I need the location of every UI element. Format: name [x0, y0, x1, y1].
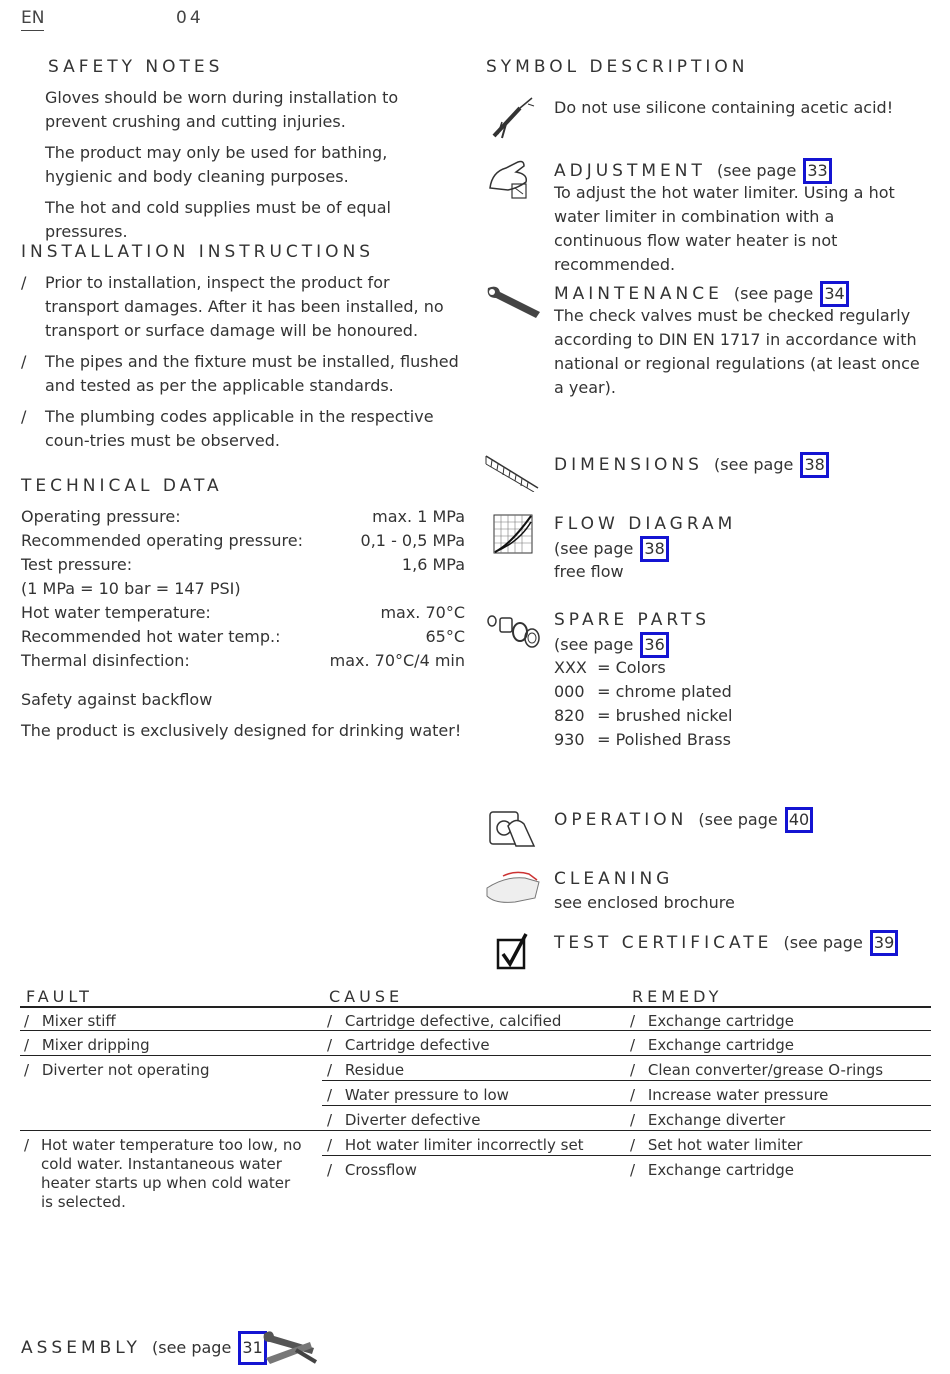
bullet-slash: / [327, 1111, 333, 1129]
color-code-row [554, 704, 732, 728]
table-header-rule [20, 1006, 931, 1008]
cause-text: Hot water limiter incorrectly set [344, 1136, 584, 1154]
fault-text: Hot water temperature too low, no cold water. Instantaneous water heater starts up when cold water is selected. [41, 1136, 302, 1211]
remedy-cell [630, 1161, 794, 1179]
tech-value: max. 1 MPa [372, 507, 465, 526]
cause-text: Diverter defective [344, 1111, 481, 1129]
fault-text: Diverter not operating [41, 1061, 210, 1079]
technical-data-title: TECHNICAL DATA [21, 476, 223, 496]
bullet-slash: / [630, 1136, 636, 1154]
drinking-water-note: The product is exclusively designed for drinking water! [21, 721, 462, 740]
tech-label: Test pressure: [21, 555, 133, 574]
tech-row [21, 625, 465, 649]
assembly-heading [21, 1331, 267, 1365]
cause-text: Cartridge defective [344, 1036, 490, 1054]
adjustment-title: ADJUSTMENT [554, 161, 706, 181]
cleaning-title: CLEANING [554, 869, 674, 889]
see-page-text: (see page [151, 1338, 232, 1357]
bullet-slash: / [24, 1036, 30, 1054]
tech-row [21, 601, 465, 625]
remedy-text: Exchange cartridge [647, 1036, 794, 1054]
fault-header: FAULT [26, 987, 93, 1006]
color-desc: = Colors [597, 658, 666, 677]
color-code: 930 [554, 730, 585, 749]
see-page-text: (see page [716, 161, 797, 180]
color-code: 820 [554, 706, 585, 725]
language-label [21, 8, 44, 31]
color-code: 000 [554, 682, 585, 701]
see-page-text: (see page [698, 810, 778, 829]
remedy-cell [630, 1086, 828, 1104]
maintenance-text: The check valves must be checked regularly according to DIN EN 1717 in accordance with national or regional regulations (at least once a year). [554, 306, 920, 397]
safety-note-2: The product may only be used for bathing, hygienic and body cleaning purposes. [45, 143, 388, 186]
flow-see-page [554, 536, 669, 562]
cause-header: CAUSE [329, 987, 404, 1006]
table-row-rule [322, 1080, 931, 1081]
tech-label: Thermal disinfection: [21, 651, 190, 670]
silicone-note: Do not use silicone containing acetic acid! [554, 98, 894, 117]
tech-value: 65°C [425, 627, 465, 646]
cause-cell [327, 1036, 490, 1054]
certificate-title: TEST CERTIFICATE [554, 933, 773, 953]
cause-text: Residue [344, 1061, 405, 1079]
install-item-3 [21, 405, 461, 453]
certificate-page-link[interactable]: 39 [870, 930, 898, 956]
bullet-slash: / [21, 352, 27, 371]
ruler-icon [484, 452, 540, 492]
maintenance-title: MAINTENANCE [554, 284, 723, 304]
see-page-text: (see page [783, 933, 863, 952]
install-item-1 [21, 271, 461, 343]
tech-data-table [21, 505, 465, 673]
bullet-slash: / [24, 1061, 30, 1079]
installation-title: INSTALLATION INSTRUCTIONS [21, 242, 375, 262]
table-row-rule [20, 1030, 931, 1031]
fault-cell [24, 1061, 210, 1079]
cause-text: Water pressure to low [344, 1086, 509, 1104]
cause-cell [327, 1111, 481, 1129]
safety-note-3: The hot and cold supplies must be of equal pressures. [45, 198, 391, 241]
bullet-slash: / [630, 1036, 636, 1054]
see-page-text: (see page [554, 635, 634, 654]
bullet-slash: / [327, 1036, 333, 1054]
bullet-slash: / [630, 1061, 636, 1079]
color-desc: = brushed nickel [597, 706, 733, 725]
cause-cell [327, 1086, 509, 1104]
bullet-slash: / [327, 1136, 333, 1154]
tech-row [21, 649, 465, 673]
install-item-3-text: The plumbing codes applicable in the respective coun-tries must be observed. [45, 407, 434, 450]
cause-cell [327, 1136, 584, 1154]
bullet-slash: / [630, 1086, 636, 1104]
fault-cell [24, 1136, 304, 1212]
bullet-slash: / [630, 1012, 636, 1030]
color-codes-list [554, 656, 732, 752]
remedy-cell [630, 1036, 794, 1054]
cause-text: Crossflow [344, 1161, 417, 1179]
safety-note-1: Gloves should be worn during installation to prevent crushing and cutting injuries. [45, 88, 399, 131]
tech-value: max. 70°C [380, 603, 465, 622]
language-text: EN [21, 8, 45, 28]
bullet-slash: / [21, 273, 27, 292]
adjustment-icon [488, 158, 534, 200]
certificate-heading [554, 930, 898, 956]
assembly-title: ASSEMBLY [21, 1338, 141, 1358]
color-desc: = Polished Brass [597, 730, 731, 749]
checkbox-check-icon [496, 932, 530, 970]
tech-value: 1,6 MPa [401, 555, 465, 574]
color-code-row [554, 728, 732, 752]
tools-icon [260, 1328, 318, 1366]
tech-row [21, 505, 465, 529]
dimensions-heading [554, 452, 829, 478]
flow-diagram-icon [493, 514, 533, 554]
spare-parts-title: SPARE PARTS [554, 610, 711, 630]
adjustment-text: To adjust the hot water limiter. Using a hot water limiter in combination with a continuous flow water heater is not recommended. [554, 183, 895, 274]
remedy-text: Exchange diverter [647, 1111, 786, 1129]
bullet-slash: / [327, 1061, 333, 1079]
fault-cell [24, 1036, 150, 1054]
dimensions-title: DIMENSIONS [554, 455, 703, 475]
tech-row [21, 577, 465, 601]
safety-notes-title: SAFETY NOTES [48, 57, 224, 77]
color-code: XXX [554, 658, 587, 677]
wrench-icon [484, 284, 542, 322]
table-row-rule [322, 1105, 931, 1106]
remedy-cell [630, 1061, 883, 1079]
spare-parts-page-link[interactable]: 36 [640, 632, 668, 658]
color-code-row [554, 680, 732, 704]
bullet-slash: / [24, 1136, 30, 1154]
install-item-1-text: Prior to installation, inspect the product for transport damages. After it has been installed, no transport or surface damage will be honoured. [45, 273, 444, 340]
table-row-rule [322, 1155, 931, 1156]
tech-value: 0,1 - 0,5 MPa [360, 531, 465, 550]
maintenance-page-link[interactable]: 34 [820, 281, 848, 307]
cause-cell [327, 1012, 561, 1030]
flow-diagram-title: FLOW DIAGRAM [554, 514, 737, 534]
tech-row [21, 529, 465, 553]
fault-text: Mixer dripping [41, 1036, 150, 1054]
operation-heading [554, 807, 813, 833]
see-page-text: (see page [554, 539, 634, 558]
bullet-slash: / [327, 1161, 333, 1179]
cause-cell [327, 1061, 404, 1079]
adjustment-page-link[interactable]: 33 [803, 158, 831, 184]
tech-value: max. 70°C/4 min [329, 651, 465, 670]
operation-title: OPERATION [554, 810, 688, 830]
remedy-cell [630, 1111, 785, 1129]
bullet-slash: / [630, 1161, 636, 1179]
tech-label: Operating pressure: [21, 507, 181, 526]
cleaning-note: see enclosed brochure [554, 893, 735, 912]
color-desc: = chrome plated [597, 682, 732, 701]
spare-parts-icon [486, 612, 542, 650]
remedy-header: REMEDY [632, 987, 723, 1006]
bullet-slash: / [630, 1111, 636, 1129]
remedy-text: Clean converter/grease O-rings [647, 1061, 884, 1079]
assembly-page-link[interactable]: 31 [238, 1331, 266, 1365]
backflow-note: Safety against backflow [21, 690, 213, 709]
operation-hand-icon [488, 806, 536, 848]
spare-see-page [554, 632, 669, 658]
fault-text: Mixer stiff [41, 1012, 116, 1030]
remedy-text: Set hot water limiter [647, 1136, 803, 1154]
remedy-text: Exchange cartridge [647, 1161, 794, 1179]
remedy-text: Exchange cartridge [647, 1012, 794, 1030]
tech-label: (1 MPa = 10 bar = 147 PSI) [21, 579, 241, 598]
see-page-text: (see page [714, 455, 794, 474]
tech-row [21, 553, 465, 577]
cause-text: Cartridge defective, calcified [344, 1012, 562, 1030]
cause-cell [327, 1161, 417, 1179]
color-code-row [554, 656, 732, 680]
bullet-slash: / [21, 407, 27, 426]
table-row-rule [20, 1130, 931, 1131]
bullet-slash: / [24, 1012, 30, 1030]
see-page-text: (see page [733, 284, 814, 303]
bullet-slash: / [327, 1086, 333, 1104]
tech-label: Recommended hot water temp.: [21, 627, 281, 646]
flow-note: free flow [554, 562, 624, 581]
remedy-text: Increase water pressure [647, 1086, 829, 1104]
cleaning-hand-icon [485, 868, 541, 908]
dimensions-page-link[interactable]: 38 [800, 452, 828, 478]
symbol-description-title: SYMBOL DESCRIPTION [486, 57, 749, 77]
install-item-2 [21, 350, 461, 398]
bullet-slash: / [327, 1012, 333, 1030]
operation-page-link[interactable]: 40 [785, 807, 813, 833]
flow-page-link[interactable]: 38 [640, 536, 668, 562]
table-row-rule [20, 1055, 931, 1056]
page-number: 04 [176, 8, 204, 28]
fault-cell [24, 1012, 116, 1030]
tech-label: Hot water temperature: [21, 603, 211, 622]
install-item-2-text: The pipes and the fixture must be installed, flushed and tested as per the applicable standards. [45, 352, 459, 395]
remedy-cell [630, 1012, 794, 1030]
silicone-gun-icon [488, 96, 536, 140]
tech-label: Recommended operating pressure: [21, 531, 303, 550]
remedy-cell [630, 1136, 802, 1154]
